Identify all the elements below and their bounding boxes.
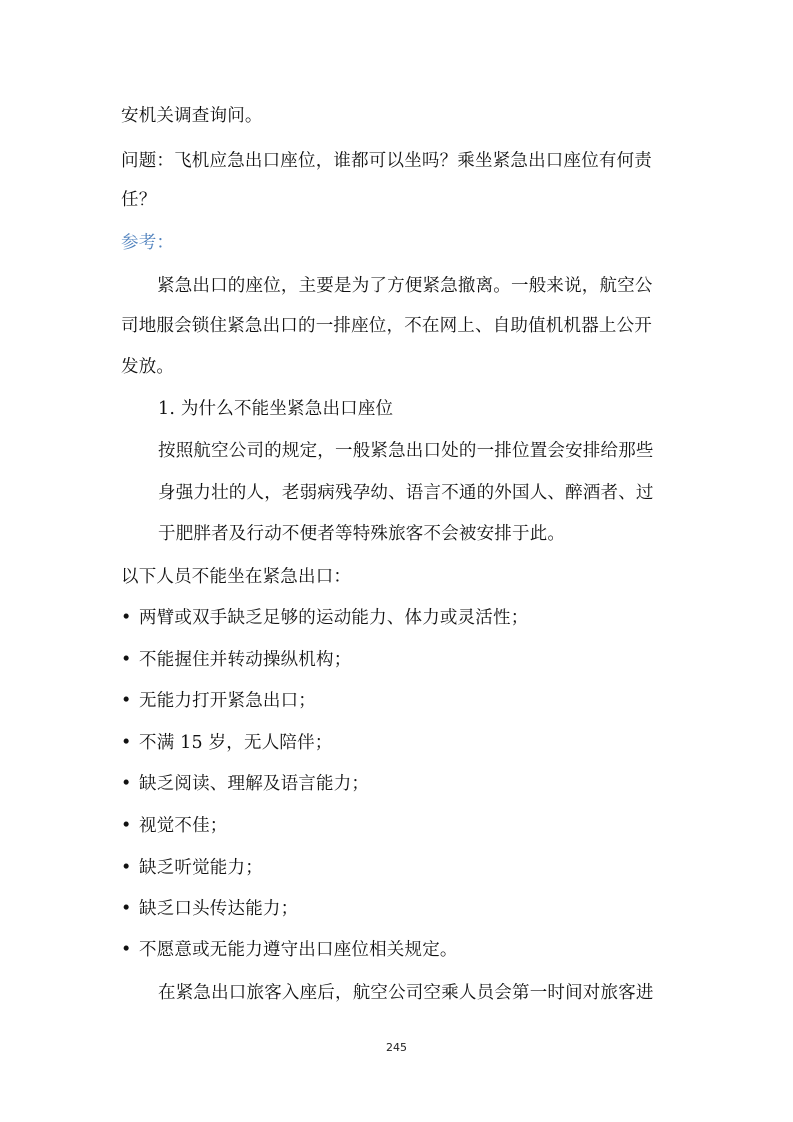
bullet-icon: • bbox=[121, 733, 132, 753]
list-item bbox=[121, 648, 351, 672]
bullet-icon: • bbox=[121, 816, 132, 836]
paragraph-line: 身强力壮的人，老弱病残孕幼、语言不通的外国人、醉酒者、过 bbox=[158, 483, 654, 503]
paragraph-line: 司地服会锁住紧急出口的一排座位，不在网上、自助值机机器上公开 bbox=[121, 316, 652, 336]
text-line: 安机关调查询问。 bbox=[121, 106, 263, 126]
list-item bbox=[121, 606, 528, 630]
list-item-text: 两臂或双手缺乏足够的运动能力、体力或灵活性； bbox=[139, 608, 529, 628]
bullet-icon: • bbox=[121, 691, 132, 711]
list-item bbox=[121, 856, 263, 880]
list-item-text: 无能力打开紧急出口； bbox=[139, 691, 316, 711]
paragraph-line: 紧急出口的座位，主要是为了方便紧急撤离。一般来说，航空公 bbox=[157, 276, 653, 296]
page-number: 245 bbox=[386, 1041, 407, 1054]
list-item bbox=[121, 814, 228, 838]
list-item-text: 视觉不佳； bbox=[139, 816, 228, 836]
bullet-icon: • bbox=[121, 899, 132, 919]
list-item-text: 不满 15 岁，无人陪伴； bbox=[139, 733, 333, 753]
list-item bbox=[121, 731, 333, 755]
reference-label: 参考： bbox=[121, 233, 175, 253]
paragraph-line: 发放。 bbox=[121, 357, 175, 377]
list-item bbox=[121, 772, 369, 796]
bullet-icon: • bbox=[121, 774, 132, 794]
list-item bbox=[121, 689, 316, 713]
list-item-text: 缺乏听觉能力； bbox=[139, 858, 263, 878]
bullet-icon: • bbox=[121, 650, 132, 670]
paragraph-line: 按照航空公司的规定，一般紧急出口处的一排位置会安排给那些 bbox=[158, 441, 654, 461]
question-line: 问题：飞机应急出口座位，谁都可以坐吗？乘坐紧急出口座位有何责 bbox=[121, 151, 652, 171]
list-item bbox=[121, 938, 458, 962]
list-heading: 以下人员不能坐在紧急出口： bbox=[121, 567, 352, 587]
paragraph-line: 于肥胖者及行动不便者等特殊旅客不会被安排于此。 bbox=[158, 524, 566, 544]
list-item-text: 不愿意或无能力遵守出口座位相关规定。 bbox=[139, 940, 458, 960]
list-item-text: 不能握住并转动操纵机构； bbox=[139, 650, 352, 670]
bullet-icon: • bbox=[121, 940, 132, 960]
bullet-icon: • bbox=[121, 608, 132, 628]
bullet-icon: • bbox=[121, 858, 132, 878]
list-item bbox=[121, 897, 298, 921]
text-line: 任？ bbox=[121, 190, 157, 210]
section-heading: 1. 为什么不能坐紧急出口座位 bbox=[158, 399, 394, 419]
list-item-text: 缺乏阅读、理解及语言能力； bbox=[139, 774, 370, 794]
paragraph-line: 在紧急出口旅客入座后，航空公司空乘人员会第一时间对旅客进 bbox=[158, 983, 654, 1003]
list-item-text: 缺乏口头传达能力； bbox=[139, 899, 299, 919]
